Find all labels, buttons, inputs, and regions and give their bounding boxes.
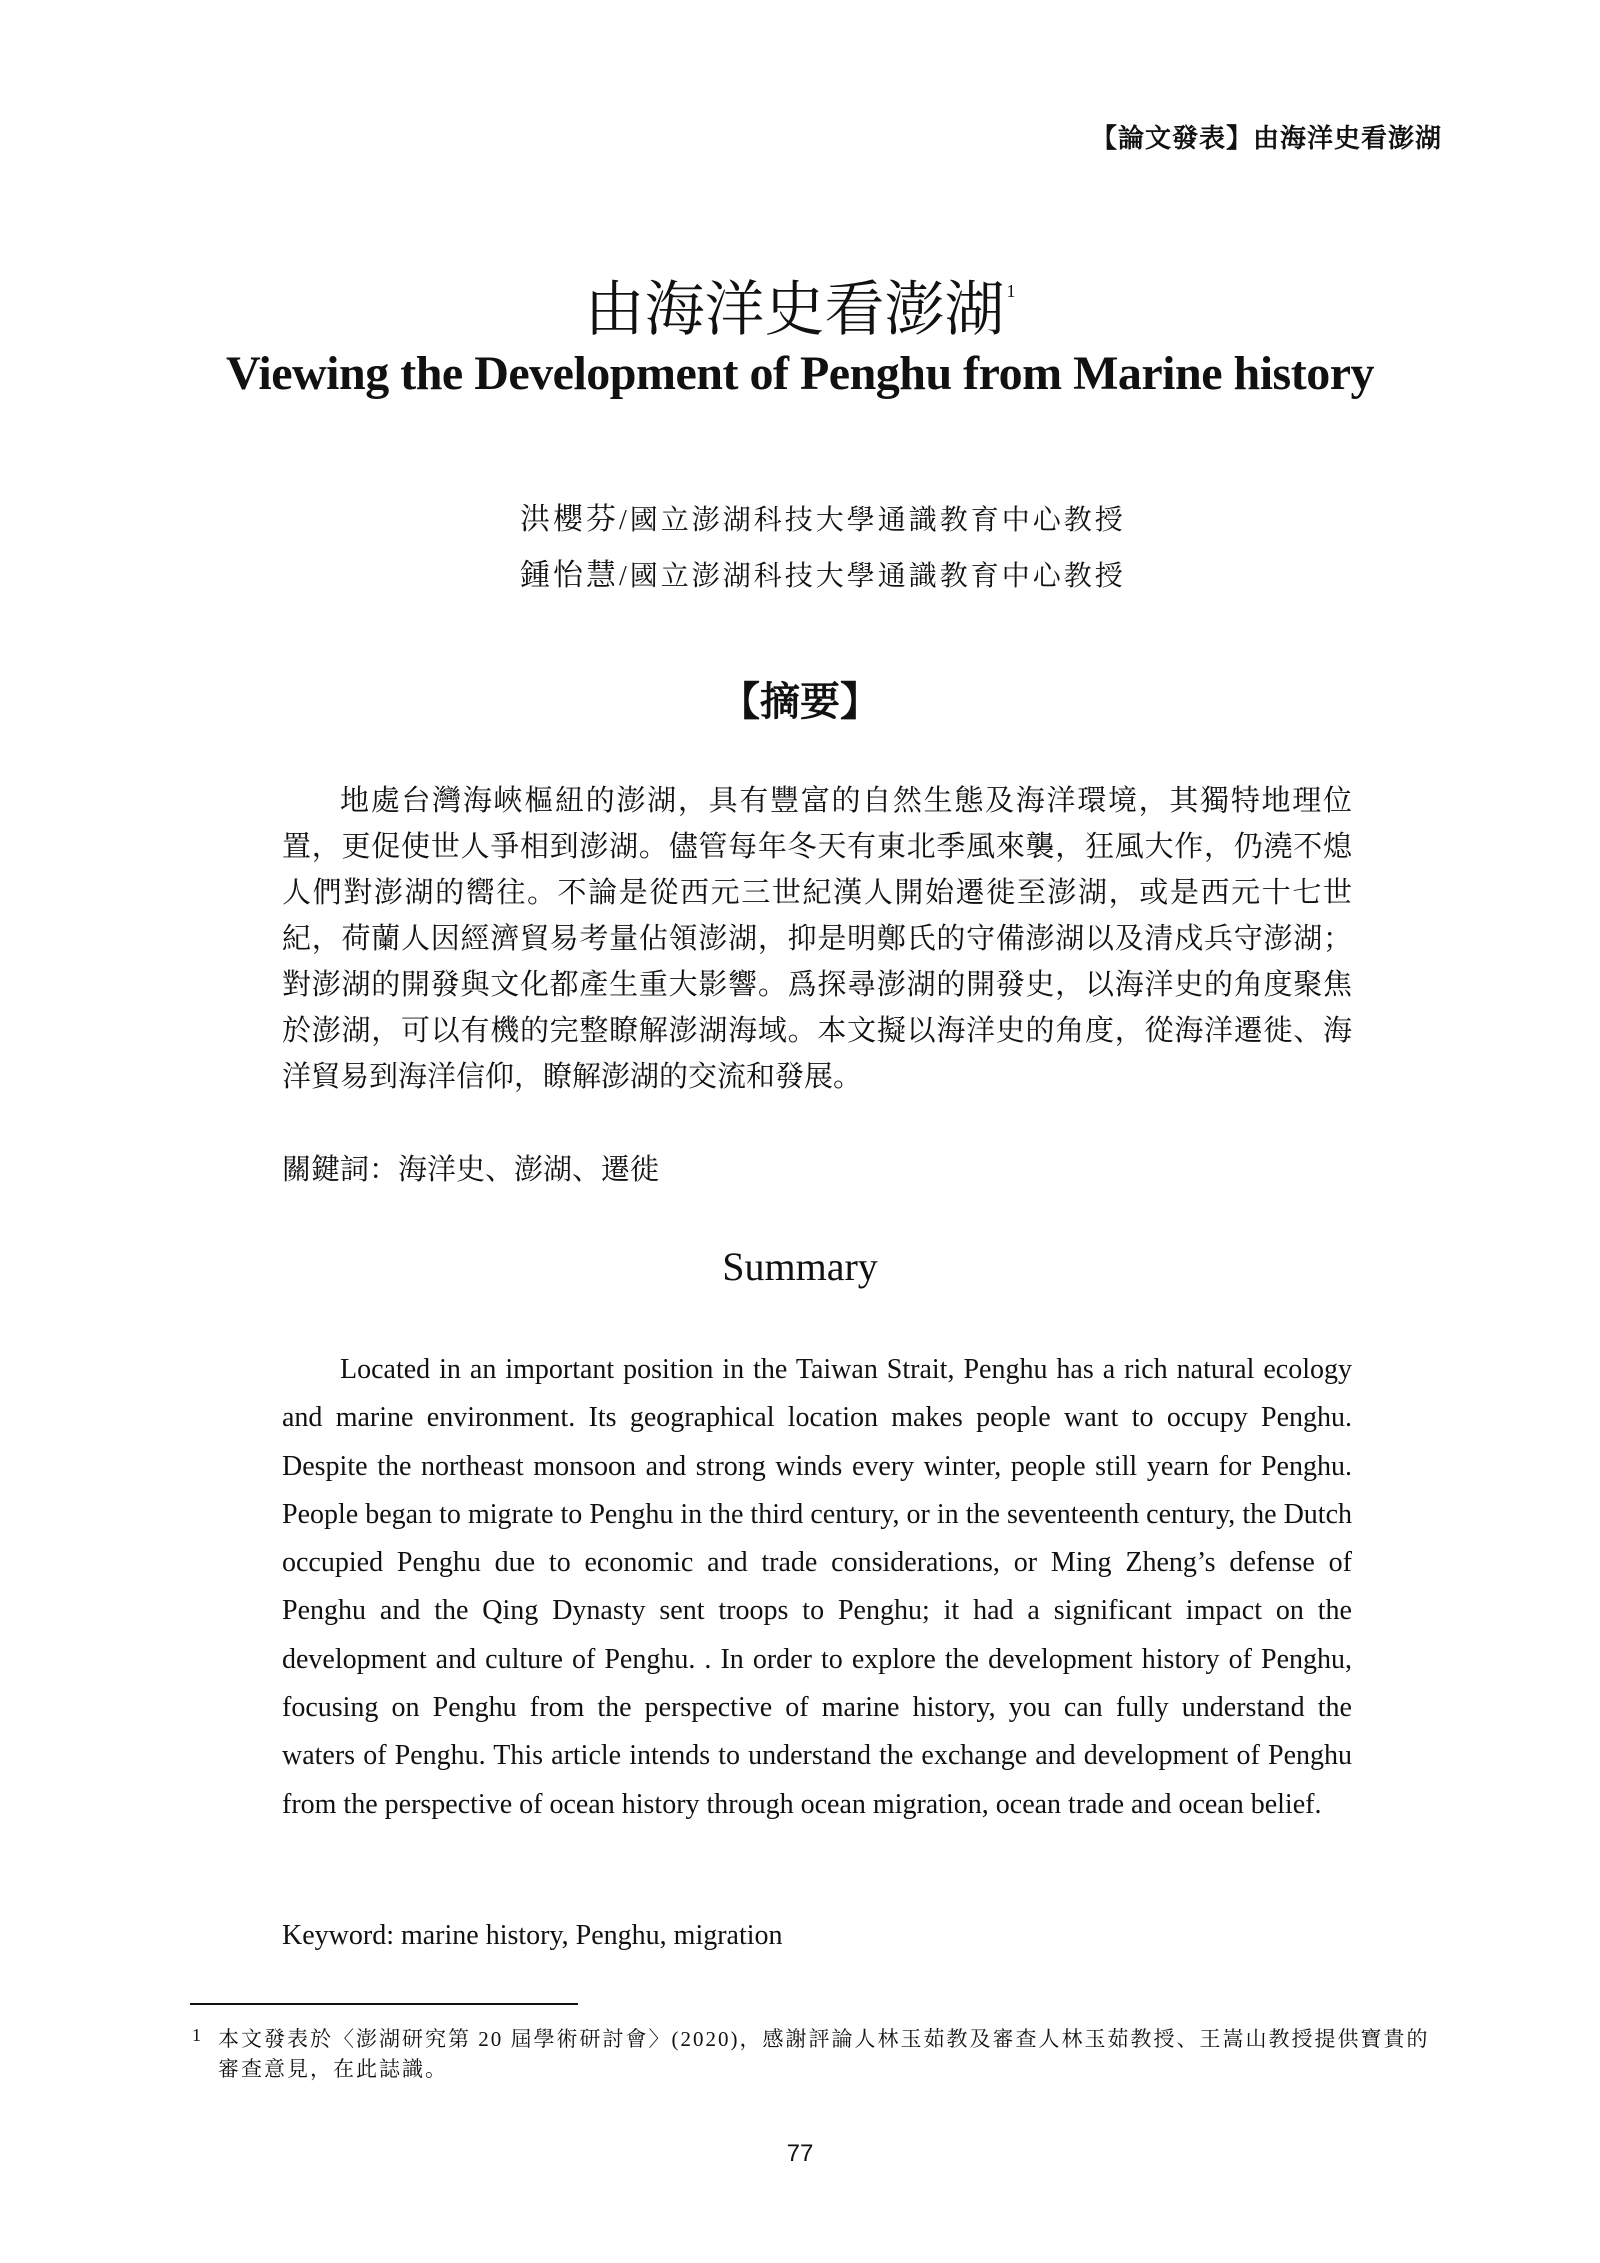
running-header: 【論文發表】由海洋史看澎湖	[1090, 123, 1442, 153]
author-1	[520, 494, 1126, 538]
summary-body	[282, 1346, 1352, 1829]
abstract-heading: 【摘要】	[720, 679, 880, 724]
abstract-paragraph: 地處台灣海峽樞紐的澎湖，具有豐富的自然生態及海洋環境，其獨特地理位置，更促使世人爭相到澎湖。儘管每年冬天有東北季風來襲，狂風大作，仍澆不熄人們對澎湖的嚮往。不論是從西元三世紀漢人開始遷徙至澎湖，或是西元十七世紀，荷蘭人因經濟貿易考量佔領澎湖，抑是明鄭氏的守備澎湖以及清戍兵守澎湖；對澎湖的開發與文化都產生重大影響。爲探尋澎湖的開發史，以海洋史的角度聚焦於澎湖，可以有機的完整瞭解澎湖海域。本文擬以海洋史的角度，從海洋遷徙、海洋貿易到海洋信仰，瞭解澎湖的交流和發展。	[282, 785, 1352, 1093]
author-name: 鍾怡慧	[520, 559, 619, 592]
title-footnote-ref[interactable]: 1	[1006, 281, 1016, 302]
footnote-divider	[190, 2003, 578, 2005]
title-zh-text: 由海洋史看澎湖	[584, 277, 1005, 344]
footnote-mark: 1	[192, 2025, 203, 2045]
page-number: 77	[786, 2140, 814, 2167]
keywords-en: Keyword: marine history, Penghu, migration	[282, 1920, 783, 1951]
author-name: 洪櫻芬	[520, 503, 619, 536]
author-2	[520, 550, 1126, 594]
footnote	[190, 2024, 1450, 2084]
abstract-body	[282, 778, 1352, 1100]
summary-paragraph: Located in an important position in the Taiwan Strait, Penghu has a rich natural ecology and marine environment. Its geographical location makes people want to occupy Penghu. Despite the northeast monsoon and strong winds every winter, people still yearn for Penghu. People began to migrate to Penghu in the third century, or in the seventeenth century, the Dutch occupied Penghu due to economic and trade considerations, or Ming Zheng’s defense of Penghu and the Qing Dynasty sent troops to Penghu; it had a significant impact on the development and culture of Penghu. . In order to explore the development history of Penghu, focusing on Penghu from the perspective of marine history, you can fully understand the waters of Penghu. This article intends to understand the exchange and development of Penghu from the perspective of ocean history through ocean migration, ocean trade and ocean belief.	[282, 1354, 1352, 1820]
summary-heading: Summary	[722, 1244, 878, 1289]
title-en: Viewing the Development of Penghu from Marine history	[225, 347, 1375, 400]
author-affiliation: /國立澎湖科技大學通識教育中心教授	[619, 561, 1126, 592]
title-zh	[0, 277, 1600, 344]
keywords-zh: 關鍵詞：海洋史、澎湖、遷徙	[282, 1154, 660, 1186]
footnote-text: 本文發表於〈澎湖研究第 20 屆學術研討會〉(2020)，感謝評論人林玉茹教及審查人林玉茹教授、王嵩山教授提供寶貴的審查意見，在此誌識。	[218, 2027, 1430, 2081]
author-affiliation: /國立澎湖科技大學通識教育中心教授	[619, 505, 1126, 536]
